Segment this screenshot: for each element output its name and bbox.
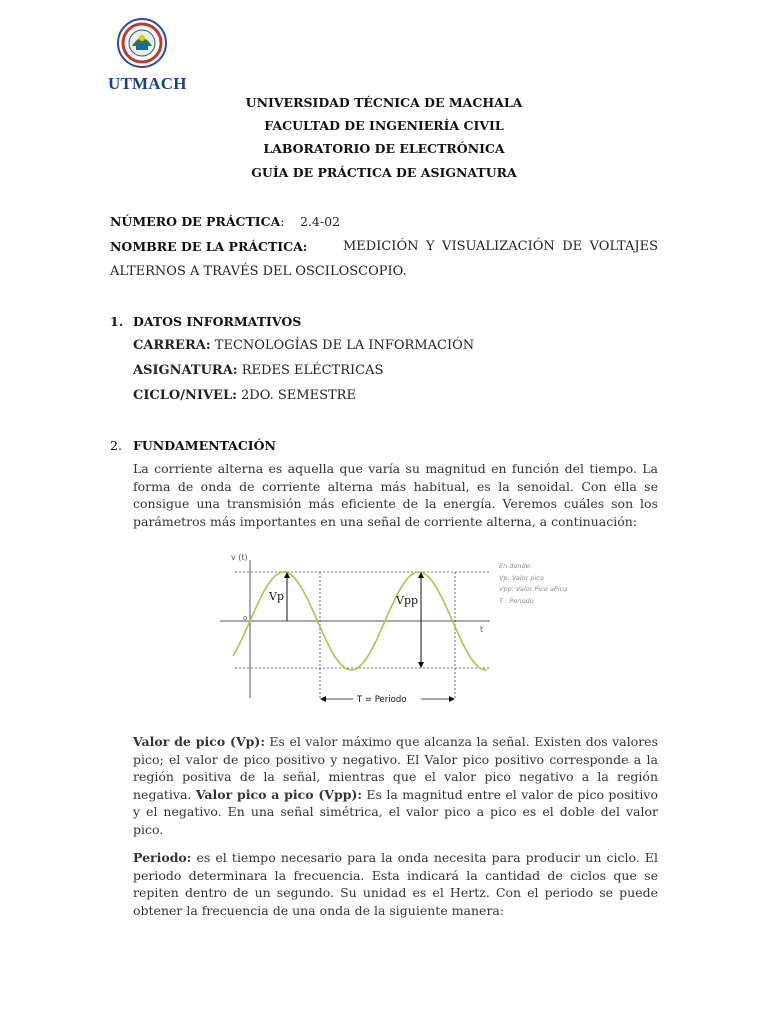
guide-title: GUÍA DE PRÁCTICA DE ASIGNATURA (251, 165, 517, 180)
ciclo-value: 2DO. SEMESTRE (241, 388, 356, 403)
sine-wave-diagram (215, 548, 545, 708)
practice-name-label: NOMBRE DE LA PRÁCTICA: (110, 239, 308, 254)
ciclo-row (133, 388, 356, 403)
university-seal-icon (114, 18, 172, 68)
practice-number-label: NÚMERO DE PRÁCTICA: (110, 214, 285, 229)
legend-line: T : Periodo (499, 596, 534, 605)
logo-text: UTMACH (108, 74, 187, 93)
origin-label: o (243, 614, 248, 622)
period-arrowhead-right (449, 696, 455, 702)
vp-label: Vp (269, 590, 284, 603)
intro-paragraph: La corriente alterna es aquella que varía su magnitud en función del tiempo. La forma de onda de corriente alterna más habitual, es la senoidal. Con ella se consigue una transmisión más eficiente de la energía. Veremos cuáles son los parámetros más importantes en una señal de corriente alterna, a continuación: (133, 461, 658, 529)
periodo-definition: es el tiempo necesario para la onda necesita para producir un ciclo. El periodo determinara la frecuencia. Esta indicará la cantidad de ciclos que se repiten dentro de un segundo. Su unidad es el Hertz. Con el periodo se puede obtener la frecuencia de una onda de la siguiente manera: (133, 850, 658, 918)
carrera-value: TECNOLOGÍAS DE LA INFORMACIÓN (214, 338, 475, 353)
section-2-number: 2. (110, 438, 122, 453)
section-1-title: DATOS INFORMATIVOS (133, 314, 302, 329)
carrera-label: CARRERA: (133, 338, 211, 353)
vpp-term: Valor pico a pico (Vpp): (195, 786, 362, 802)
faculty-name: FACULTAD DE INGENIERÍA CIVIL (264, 118, 504, 133)
vpp-definition: Es la magnitud entre el valor de pico positivo y el negativo. En una señal simétrica, el valor pico a pico es el doble del valor pico. (133, 786, 658, 837)
vpp-arrowhead-bottom (418, 662, 424, 668)
legend-line: En donde: (499, 562, 532, 570)
legend-line: Vpp: Valor Pico aPico (499, 585, 568, 593)
peak-values-paragraph (133, 733, 658, 839)
sine-wave-figure (215, 548, 568, 712)
period-label: T = Periodo (357, 695, 407, 705)
period-arrowhead-left (320, 696, 326, 702)
asignatura-label: ASIGNATURA: (133, 363, 238, 378)
university-name: UNIVERSIDAD TÉCNICA DE MACHALA (245, 95, 523, 110)
asignatura-row (133, 363, 383, 378)
vp-definition: Es el valor máximo que alcanza la señal. Existen dos valores pico; el valor de pico positivo y negativo. El Valor pico positivo corresponde a la región positiva de la señal, mientras que el valor pico negativo a la región negativa. (133, 734, 658, 802)
legend-line: Vp: Valor pico (499, 573, 544, 582)
ciclo-label: CICLO/NIVEL: (133, 388, 237, 403)
section-2-title: FUNDAMENTACIÓN (133, 438, 276, 453)
periodo-term: Periodo: (133, 850, 192, 865)
university-logo (108, 18, 187, 93)
carrera-row (133, 338, 474, 353)
section-1-number: 1. (110, 314, 124, 329)
x-axis-label: t (480, 625, 484, 634)
laboratory-name: LABORATORIO DE ELECTRÓNICA (263, 141, 505, 156)
practice-name-value-continued: ALTERNOS A TRAVÉS DEL OSCILOSCOPIO. (110, 264, 407, 279)
vp-term: Valor de pico (Vp): (133, 734, 265, 749)
practice-number-value: 2.4-02 (300, 214, 341, 229)
y-axis-label: v (t) (231, 553, 248, 562)
asignatura-value: REDES ELÉCTRICAS (241, 363, 384, 378)
vpp-label: Vpp (396, 594, 419, 607)
figure-legend (499, 561, 579, 607)
practice-name-value: MEDICIÓN Y VISUALIZACIÓN DE VOLTAJES (343, 239, 658, 254)
period-paragraph (133, 849, 658, 919)
